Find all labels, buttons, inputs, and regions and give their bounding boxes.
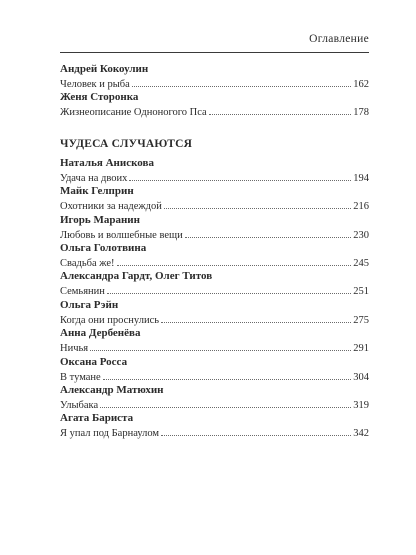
entry-author: Майк Гелприн (60, 185, 134, 198)
dot-leader (185, 227, 352, 238)
running-header: Оглавление (309, 33, 369, 45)
entry-page-number: 275 (353, 314, 369, 326)
dot-leader (103, 369, 352, 380)
entry-page-number: 319 (353, 399, 369, 411)
entry-line (60, 340, 369, 354)
section-heading: ЧУДЕСА СЛУЧАЮТСЯ (60, 137, 193, 150)
entry-page-number: 216 (353, 201, 369, 213)
entry-page-number: 251 (353, 286, 369, 298)
entry-title: Охотники за надеждой (60, 201, 162, 213)
entry-title: Я упал под Барнаулом (60, 428, 160, 440)
entry-author: Ольга Голотвина (60, 241, 147, 254)
entry-line (60, 227, 369, 241)
toc-entry (60, 241, 369, 269)
entry-title: Человек и рыба (60, 79, 130, 90)
entry-page-number: 342 (353, 428, 369, 440)
dot-leader (161, 425, 351, 436)
toc-entry (60, 156, 369, 184)
entry-title: Когда они проснулись (60, 314, 160, 326)
entry-title: Жизнеописание Одноногого Пса (60, 107, 207, 119)
entry-title: В тумане (60, 371, 101, 383)
entry-author: Ольга Рэйн (60, 298, 119, 311)
entry-page-number: 304 (353, 371, 369, 383)
entry-author: Оксана Росса (60, 355, 128, 368)
toc-entry (60, 90, 369, 118)
toc-entry (60, 213, 369, 241)
entry-author: Женя Сторонка (60, 91, 139, 104)
dot-leader (117, 255, 352, 266)
dot-leader (107, 283, 351, 294)
entry-page-number: 178 (353, 107, 369, 119)
entry-page-number: 245 (353, 257, 369, 269)
entry-line (60, 369, 369, 383)
dot-leader (132, 76, 351, 87)
entry-line (60, 104, 369, 118)
entry-title: Семьянин (60, 286, 105, 298)
dot-leader (164, 198, 351, 209)
dot-leader (100, 397, 351, 408)
entry-page-number: 162 (353, 79, 369, 90)
entry-author: Агата Бариста (60, 412, 134, 425)
entry-line (60, 425, 369, 439)
entry-line (60, 76, 369, 90)
entry-title: Удача на двоих (60, 172, 128, 184)
dot-leader (129, 170, 351, 181)
entry-line (60, 170, 369, 184)
entry-title: Ничья (60, 343, 89, 355)
header-rule (60, 52, 369, 53)
entry-title: Улыбака (60, 399, 99, 411)
toc-section-chudesa (60, 137, 369, 440)
entry-author: Андрей Кокоулин (60, 63, 149, 75)
entry-page-number: 291 (353, 343, 369, 355)
entry-author: Анна Дербенёва (60, 327, 141, 340)
entry-line (60, 198, 369, 212)
entry-page-number: 194 (353, 172, 369, 184)
entry-author: Александр Матюхин (60, 383, 164, 396)
entry-author: Александра Гардт, Олег Титов (60, 270, 213, 283)
table-of-contents (60, 62, 369, 440)
toc-entry (60, 411, 369, 439)
entry-page-number: 230 (353, 229, 369, 241)
toc-entry (60, 62, 369, 90)
entry-author: Игорь Маранин (60, 213, 140, 226)
toc-entry (60, 298, 369, 326)
toc-entry (60, 184, 369, 212)
entry-title: Свадьба же! (60, 257, 115, 269)
entry-line (60, 255, 369, 269)
entry-author: Наталья Анискова (60, 156, 154, 169)
toc-entry (60, 269, 369, 297)
dot-leader (209, 104, 352, 115)
toc-entry (60, 326, 369, 354)
toc-entry (60, 355, 369, 383)
dot-leader (161, 312, 351, 323)
entry-title: Любовь и волшебные вещи (60, 229, 183, 241)
entry-line (60, 312, 369, 326)
entry-line (60, 283, 369, 297)
entry-line (60, 397, 369, 411)
dot-leader (90, 340, 351, 351)
toc-section-continued (60, 62, 369, 119)
toc-entry (60, 383, 369, 411)
